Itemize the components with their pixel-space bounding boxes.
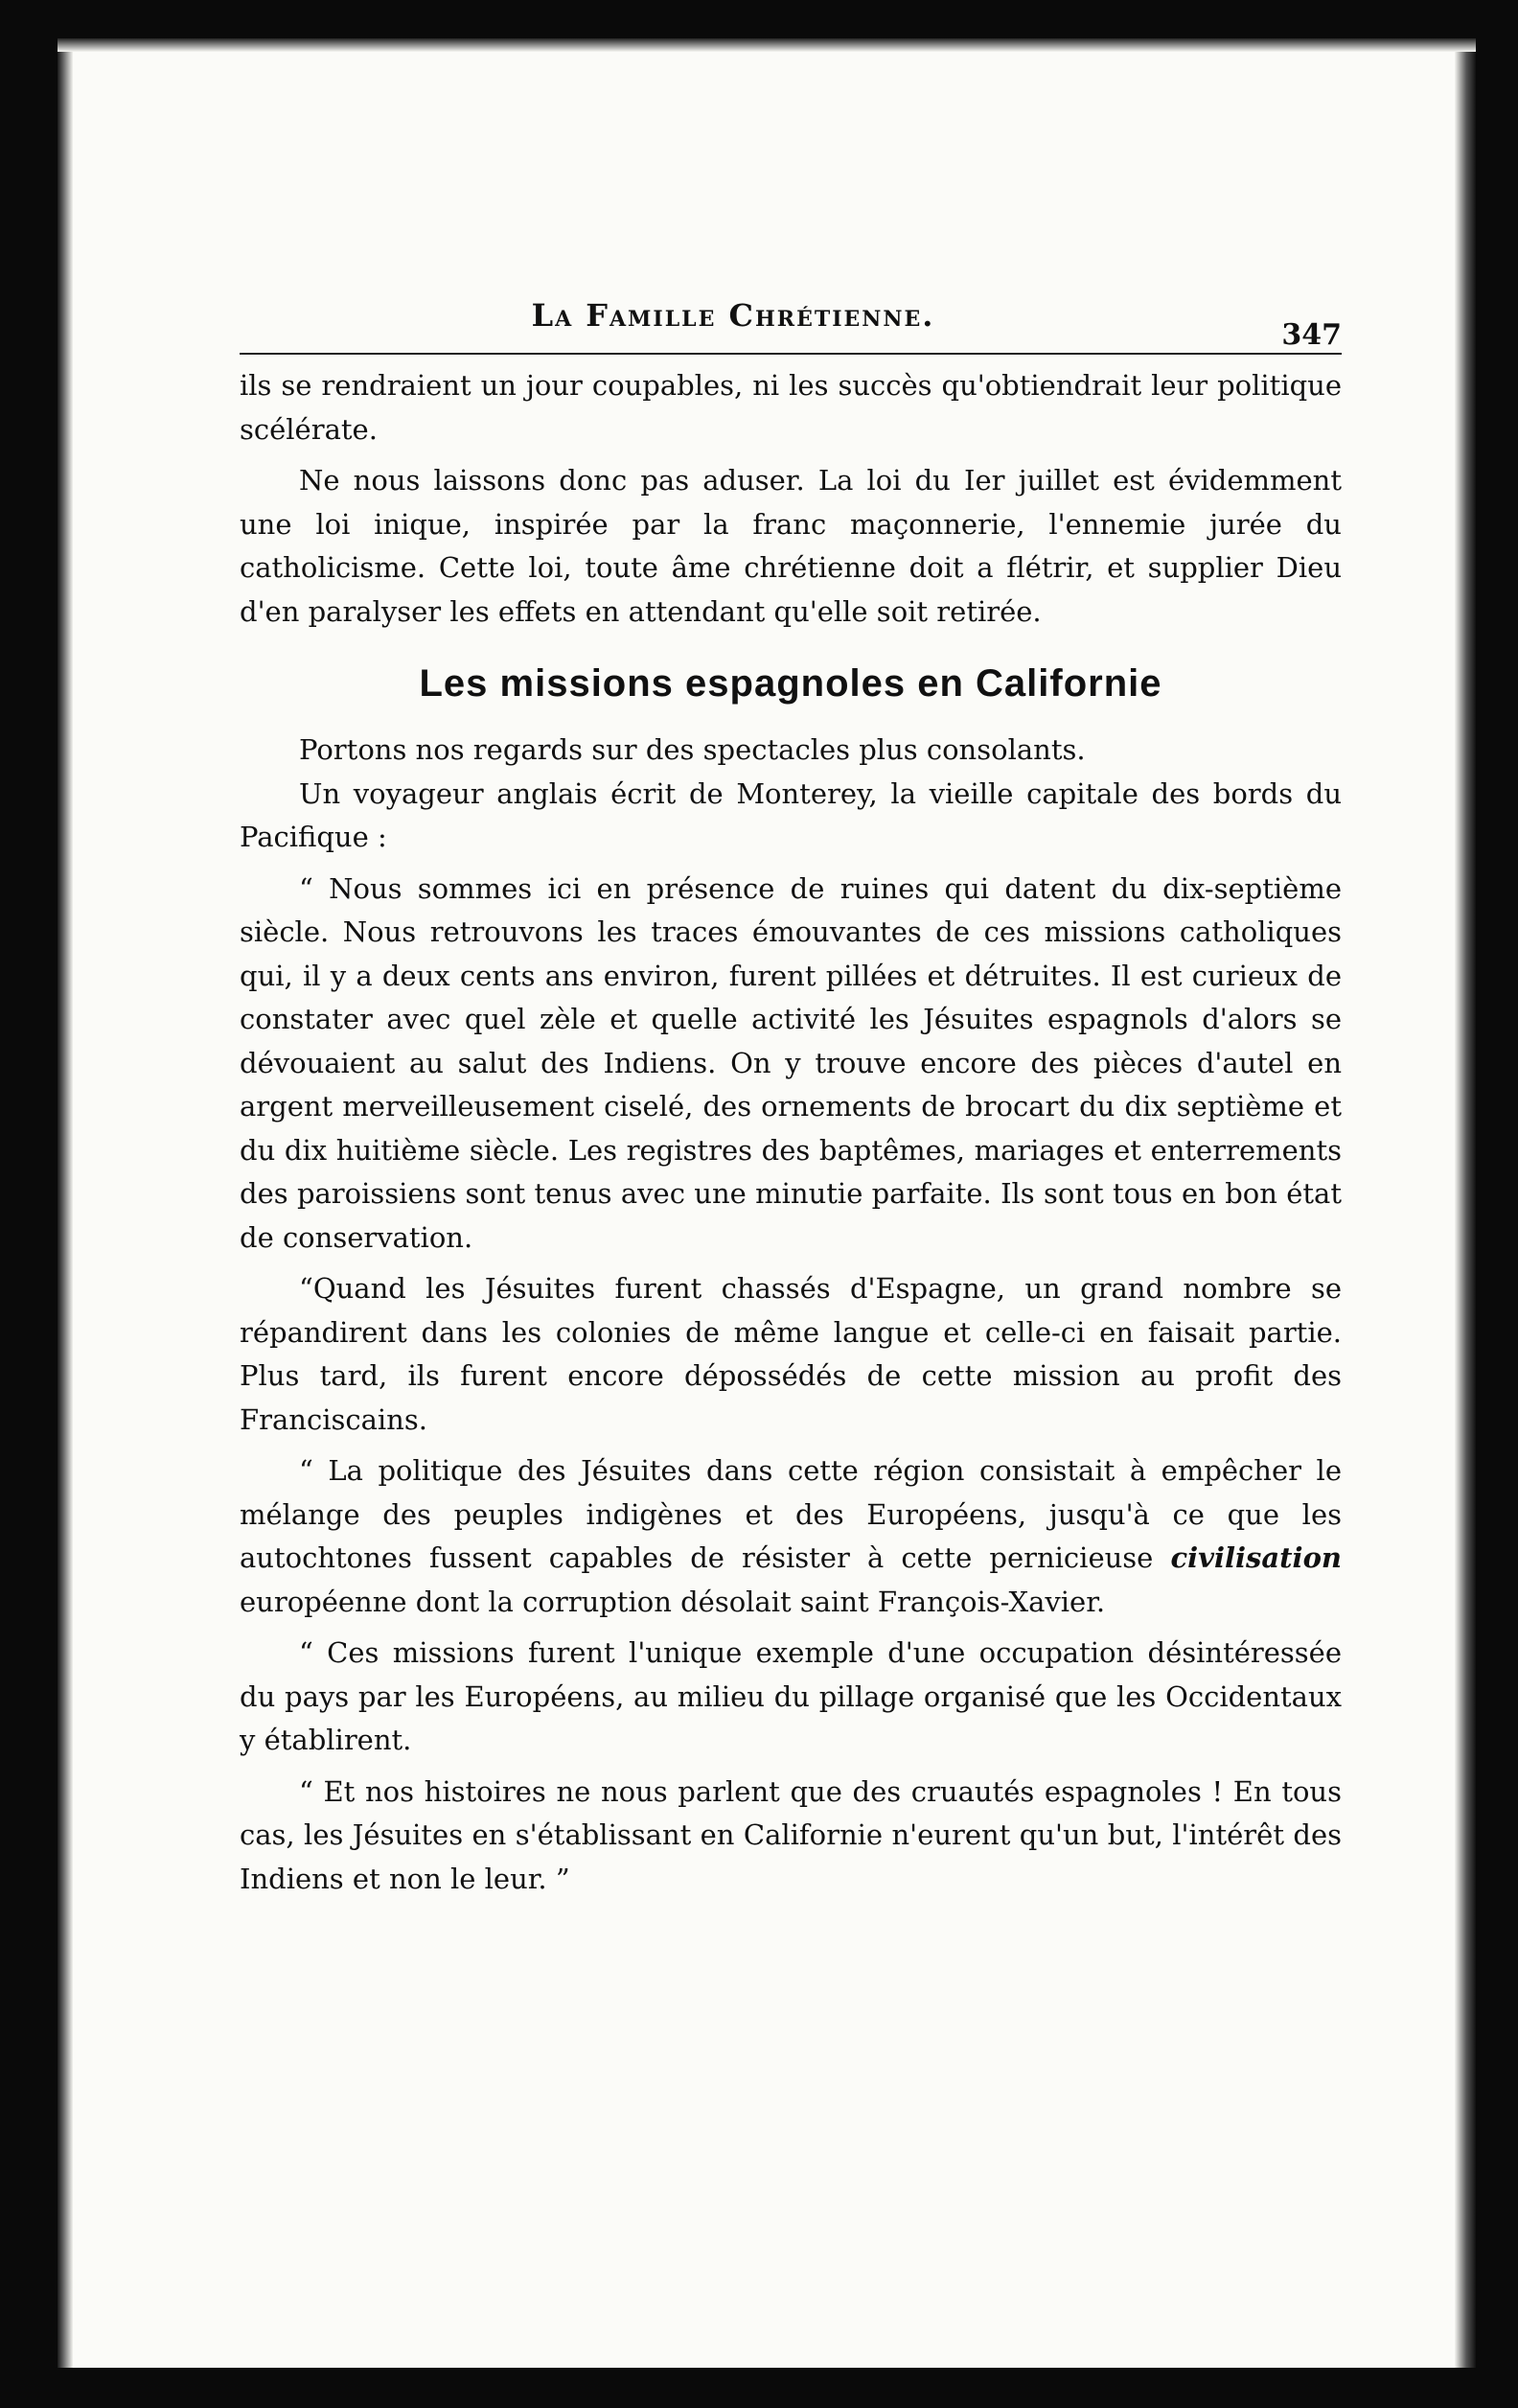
quote-politique-end: européenne dont la corruption désolait saint François-Xavier. — [240, 1585, 1106, 1618]
running-title: La Famille Chrétienne. — [531, 297, 935, 334]
italic-civilisation: civilisation — [1170, 1541, 1342, 1574]
page-content — [240, 297, 1342, 1901]
page-right-shadow — [1455, 38, 1476, 2368]
page-top-shadow — [58, 38, 1476, 52]
section-heading: Les missions espagnoles en Californie — [419, 662, 1162, 705]
header-rule — [240, 353, 1342, 355]
page-number: 347 — [1281, 318, 1342, 352]
paragraph-intro: Portons nos regards sur des spectacles plus consolants. — [299, 733, 1086, 766]
running-head — [240, 297, 1342, 364]
book-page — [58, 38, 1476, 2368]
paragraph-continuation: ils se rendraient un jour coupables, ni les succès qu'obtiendrait leur politique scélérate. — [240, 369, 1342, 446]
paragraph-voyageur: Un voyageur anglais écrit de Monterey, la vieille capitale des bords du Pacifique : — [240, 776, 1342, 853]
paragraph-quote-espagne: “Quand les Jésuites furent chassés d'Espagne, un grand nombre se répandirent dans les colonies de même langue et celle-ci en faisait partie. Plus tard, ils furent encore dépossédés de cette mission au profit des Franciscains. — [240, 1272, 1342, 1436]
paragraph-quote-histoires: “ Et nos histoires ne nous parlent que des cruautés espagnoles ! En tous cas, les Jésuites en s'établissant en Californie n'eurent qu'un but, l'intérêt des Indiens et non le leur. ” — [240, 1774, 1342, 1895]
paragraph-quote-missions: “ Ces missions furent l'unique exemple d'une occupation désintéressée du pays par les Européens, au milieu du pillage organisé que les Occidentaux y établirent. — [240, 1636, 1342, 1756]
quote-politique-start: “ La politique des Jésuites dans cette région consistait à empêcher le mélange des peuples indigènes et des Européens, jusqu'à ce que les autochtones fussent capables de résister à cette pernicieuse — [240, 1454, 1342, 1574]
paragraph-quote-ruines: “ Nous sommes ici en présence de ruines qui datent du dix-septième siècle. Nous retrouvons les traces émouvantes de ces missions catholiques qui, il y a deux cents ans environ, furent pillées et détruites. Il est curieux de constater avec quel zèle et quelle activité les Jésuites espagnols d'alors se dévouaient au salut des Indiens. On y trouve encore des pièces d'autel en argent merveilleusement ciselé, des ornements de brocart du dix septième et du dix huitième siècle. Les registres des baptêmes, mariages et enterrements des paroissiens sont tenus avec une minutie parfaite. Ils sont tous en bon état de conservation. — [240, 871, 1342, 1254]
page-left-shadow — [58, 38, 73, 2368]
paragraph-loi-juillet: Ne nous laissons donc pas aduser. La loi du Ier juillet est évidemment une loi inique, inspirée par la franc maçonnerie, l'ennemie jurée du catholicisme. Cette loi, toute âme chrétienne doit a flétrir, et supplier Dieu d'en paralyser les effets en attendant qu'elle soit retirée. — [240, 464, 1342, 628]
paragraph-quote-politique — [240, 1449, 1342, 1624]
